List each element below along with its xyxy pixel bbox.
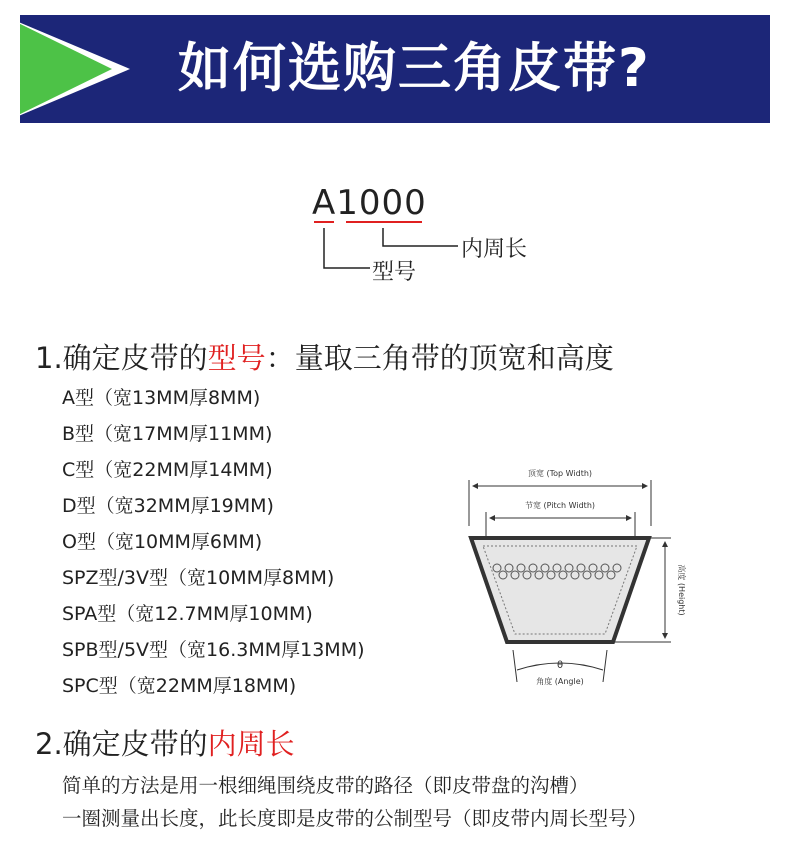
page-title: 如何选购三角皮带? [178, 38, 651, 99]
inner-length-label: 内周长 [461, 237, 528, 262]
list-item: A型（宽13MM厚8MM) [62, 387, 261, 409]
list-item: SPA型（宽12.7MM厚10MM) [62, 603, 313, 625]
belt-cross-section-diagram [455, 460, 695, 700]
section1-highlight: 型号 [207, 341, 266, 375]
model-label: 型号 [372, 260, 417, 285]
section2-heading: 2.确定皮带的内周长 [35, 727, 295, 761]
belt-code: A1000 [312, 183, 427, 223]
section2-line2: 一圈测量出长度，此长度即是皮带的公制型号（即皮带内周长型号） [62, 807, 648, 830]
pitch-width-label: 节宽 (Pitch Width) [524, 501, 596, 510]
list-item: SPB型/5V型（宽16.3MM厚13MM) [62, 639, 365, 661]
section2-highlight: 内周长 [207, 727, 295, 761]
angle-symbol: θ [556, 660, 564, 671]
list-item: D型（宽32MM厚19MM) [62, 495, 274, 517]
top-width-label: 顶宽 (Top Width) [527, 469, 593, 478]
list-item: SPZ型/3V型（宽10MM厚8MM) [62, 567, 335, 589]
angle-label: 角度 (Angle) [536, 677, 584, 686]
section1-heading: 1.确定皮带的型号：量取三角带的顶宽和高度 [35, 341, 614, 375]
list-item: SPC型（宽22MM厚18MM) [62, 675, 297, 697]
section2-line1: 简单的方法是用一根细绳围绕皮带的路径（即皮带盘的沟槽） [62, 774, 589, 797]
belt-type-list [62, 380, 365, 704]
list-item: C型（宽22MM厚14MM) [62, 459, 273, 481]
list-item: O型（宽10MM厚6MM) [62, 531, 263, 553]
height-label: 高度 (Height) [677, 564, 686, 616]
list-item: B型（宽17MM厚11MM) [62, 423, 273, 445]
